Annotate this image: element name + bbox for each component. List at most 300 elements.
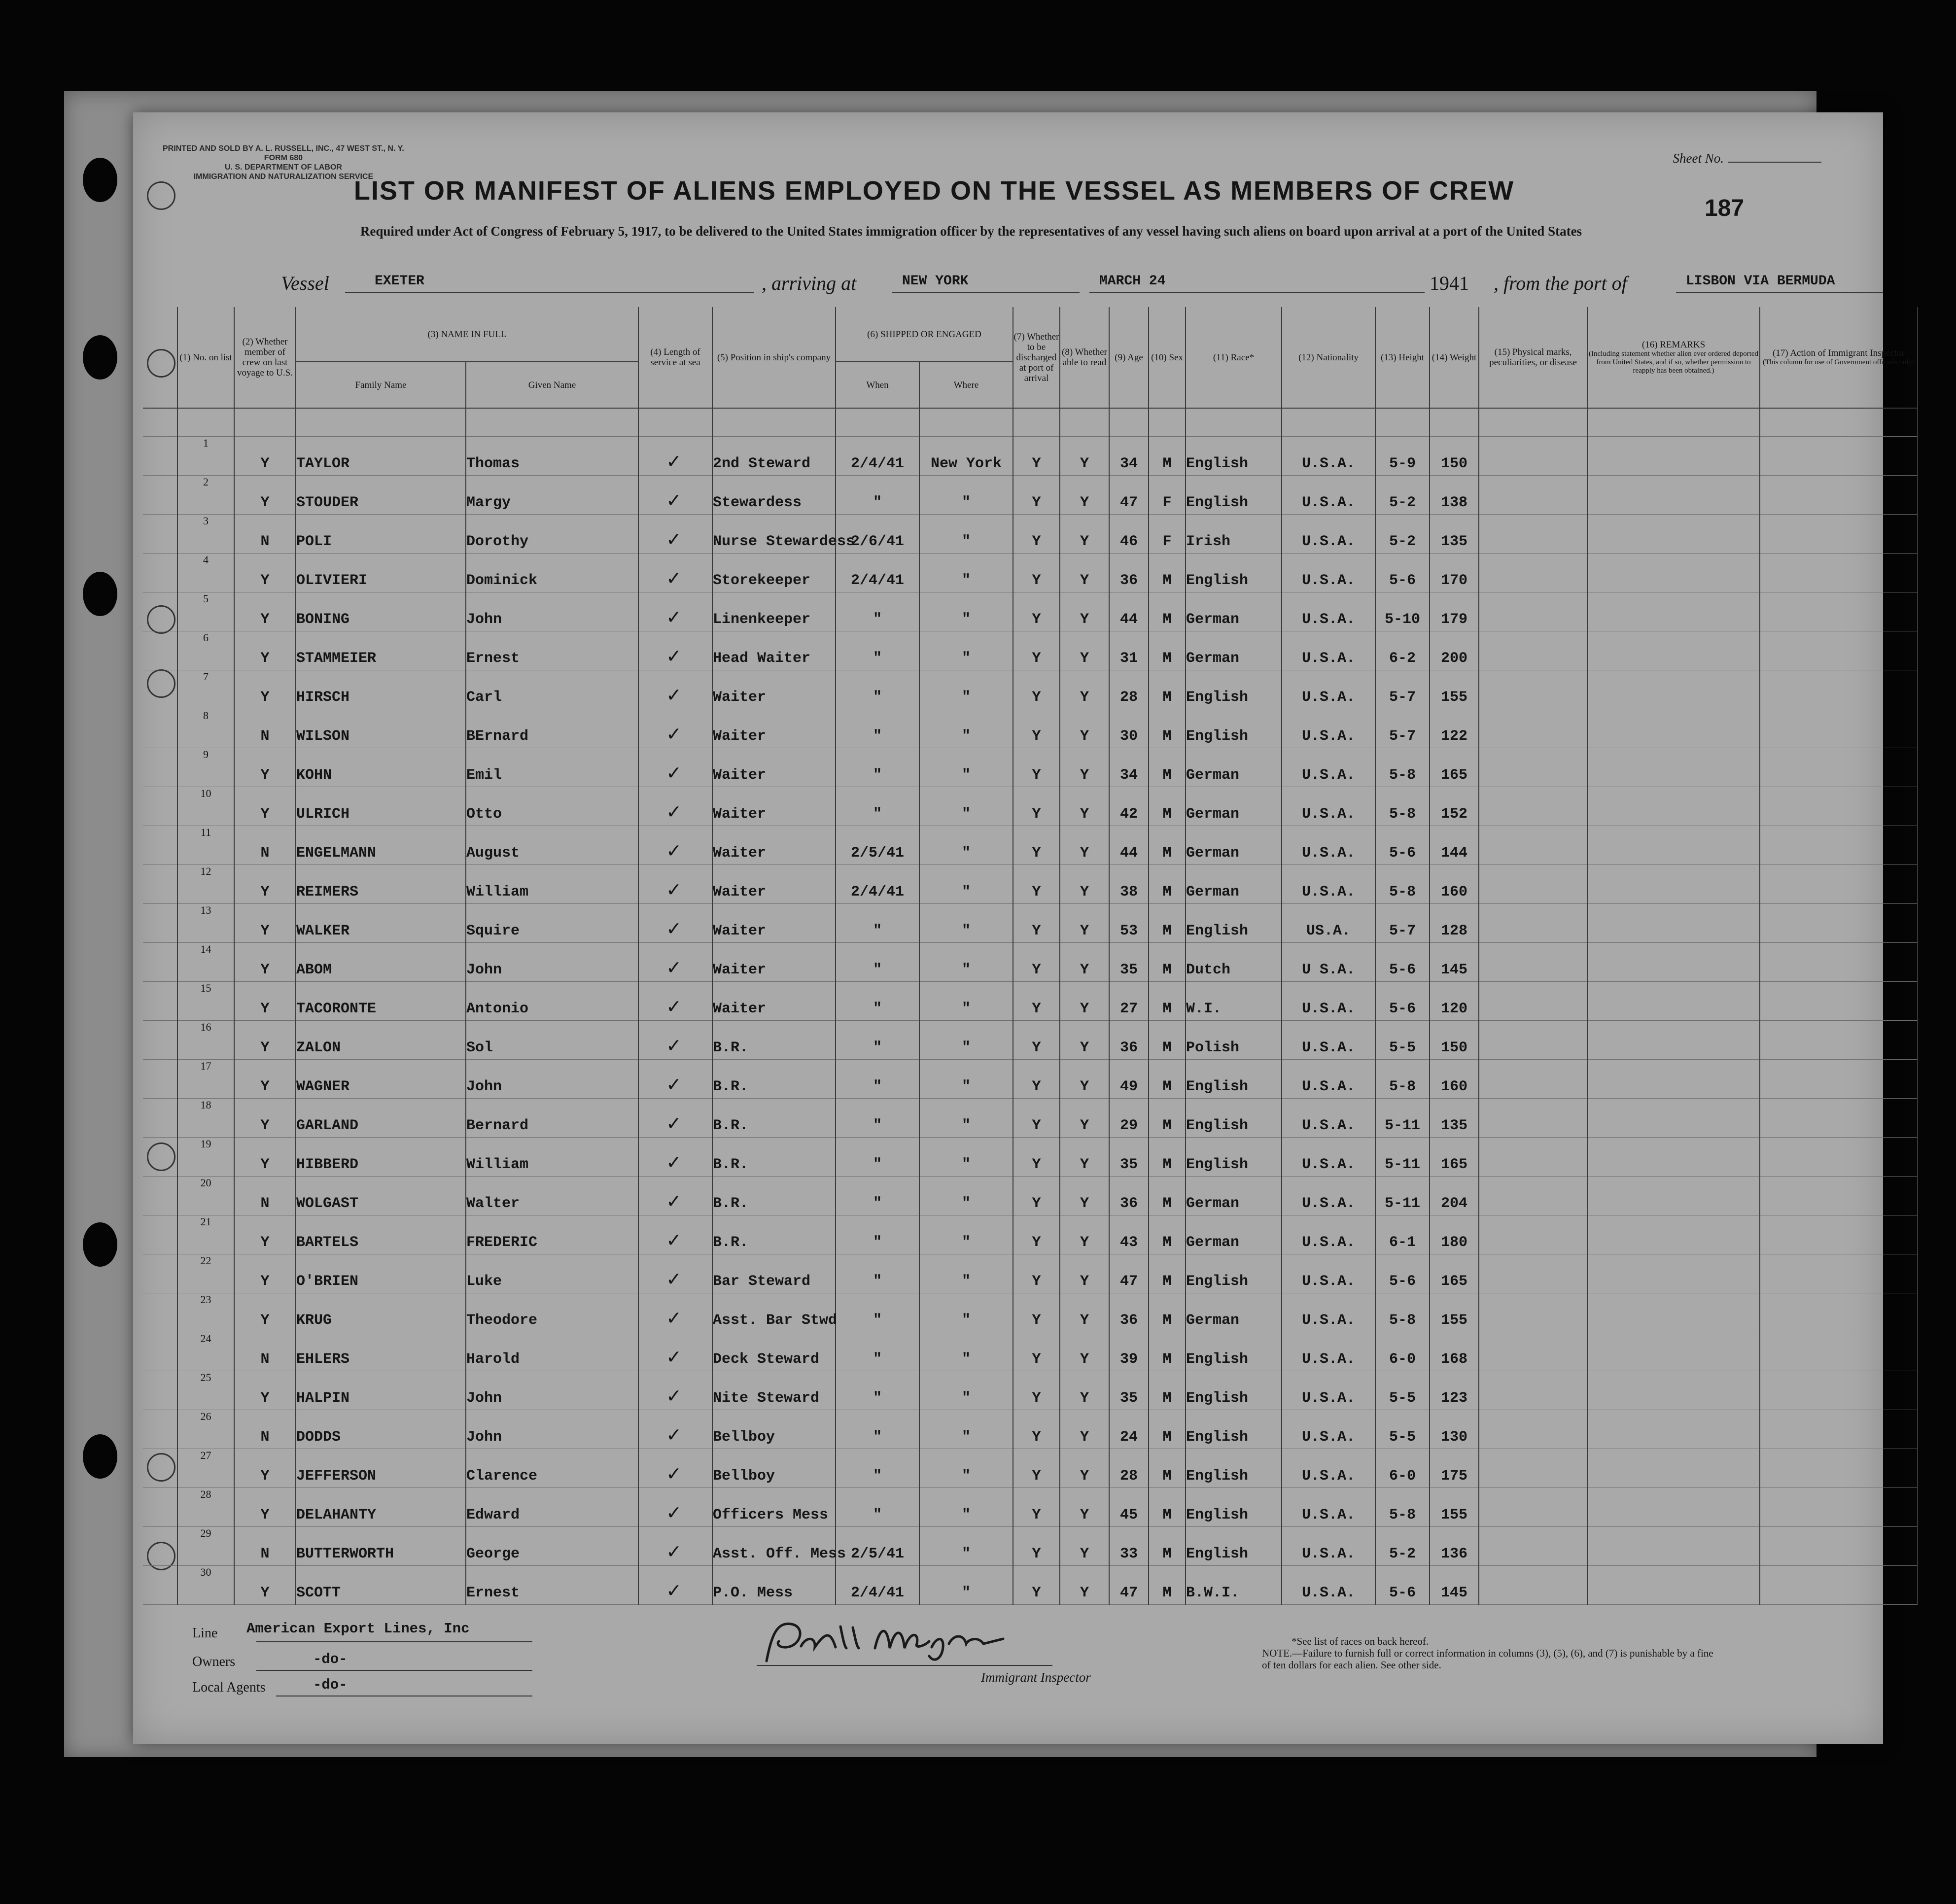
service-check-cell xyxy=(638,1410,712,1449)
table-row xyxy=(143,1099,1918,1138)
discharged-cell: Y xyxy=(1013,1527,1060,1566)
physical-marks-cell xyxy=(1479,865,1587,904)
race-cell: English xyxy=(1186,904,1282,943)
table-row xyxy=(143,1060,1918,1099)
given-name-cell: Edward xyxy=(466,1488,638,1527)
family-name-cell: WOLGAST xyxy=(296,1177,466,1215)
table-row xyxy=(143,1215,1918,1254)
physical-marks-cell xyxy=(1479,709,1587,748)
margin-cell xyxy=(143,1099,177,1138)
weight-cell: 120 xyxy=(1430,982,1479,1021)
weight-cell: 200 xyxy=(1430,631,1479,670)
line-label: Line xyxy=(192,1626,218,1641)
position-cell: Waiter xyxy=(712,670,836,709)
document-subtitle: Required under Act of Congress of February 5, 1917, to be delivered to the United States immigration officer by the representatives of any vessel having such aliens on board upon arrival at a port of the United States xyxy=(360,224,1582,239)
given-name-cell: Harold xyxy=(466,1332,638,1371)
shipped-where-cell: " xyxy=(919,1021,1013,1060)
shipped-when-cell: " xyxy=(836,1293,919,1332)
physical-marks-cell xyxy=(1479,476,1587,515)
col-position: (5) Position in ship's company xyxy=(712,307,836,408)
discharged-cell: Y xyxy=(1013,1371,1060,1410)
remarks-heading: (16) REMARKS xyxy=(1642,340,1706,350)
family-name-cell: BARTELS xyxy=(296,1215,466,1254)
race-cell: English xyxy=(1186,1410,1282,1449)
position-cell: B.R. xyxy=(712,1177,836,1215)
able-to-read-cell: Y xyxy=(1060,515,1109,554)
table-row xyxy=(143,1566,1918,1605)
discharged-cell: Y xyxy=(1013,1060,1060,1099)
physical-marks-cell xyxy=(1479,1527,1587,1566)
race-cell: German xyxy=(1186,865,1282,904)
last-voyage-cell: Y xyxy=(234,1449,296,1488)
shipped-when-cell: " xyxy=(836,1021,919,1060)
last-voyage-cell: Y xyxy=(234,554,296,592)
race-cell: German xyxy=(1186,631,1282,670)
sex-cell: M xyxy=(1149,1371,1186,1410)
table-row xyxy=(143,670,1918,709)
shipped-where-cell: " xyxy=(919,709,1013,748)
service-check-cell xyxy=(638,1566,712,1605)
inspector-action-cell xyxy=(1760,943,1918,982)
given-name-cell: Theodore xyxy=(466,1293,638,1332)
physical-marks-cell xyxy=(1479,670,1587,709)
physical-marks-cell xyxy=(1479,1410,1587,1449)
discharged-cell: Y xyxy=(1013,826,1060,865)
shipped-where-cell: " xyxy=(919,1138,1013,1177)
position-cell: Linenkeeper xyxy=(712,592,836,631)
list-number-cell: 25 xyxy=(177,1371,234,1410)
given-name-cell: John xyxy=(466,592,638,631)
family-name-cell: HALPIN xyxy=(296,1371,466,1410)
last-voyage-cell: Y xyxy=(234,865,296,904)
able-to-read-cell: Y xyxy=(1060,1488,1109,1527)
sex-cell: M xyxy=(1149,1449,1186,1488)
given-name-cell: Bernard xyxy=(466,1099,638,1138)
nationality-cell: U.S.A. xyxy=(1282,437,1375,476)
inspector-action-cell xyxy=(1760,709,1918,748)
discharged-cell: Y xyxy=(1013,437,1060,476)
sex-cell: M xyxy=(1149,1177,1186,1215)
inspector-action-cell xyxy=(1760,1138,1918,1177)
inspector-action-cell xyxy=(1760,1566,1918,1605)
able-to-read-cell: Y xyxy=(1060,1332,1109,1371)
checkmark-icon: ✓ xyxy=(666,957,682,978)
binder-hole xyxy=(83,1434,117,1479)
race-cell: German xyxy=(1186,592,1282,631)
race-cell: German xyxy=(1186,1177,1282,1215)
list-number-cell: 10 xyxy=(177,787,234,826)
table-row xyxy=(143,515,1918,554)
shipped-when-cell: " xyxy=(836,1488,919,1527)
position-cell: Deck Steward xyxy=(712,1332,836,1371)
list-number-cell: 1 xyxy=(177,437,234,476)
margin-cell xyxy=(143,554,177,592)
last-voyage-cell: Y xyxy=(234,1060,296,1099)
given-name-cell: Antonio xyxy=(466,982,638,1021)
discharged-cell: Y xyxy=(1013,554,1060,592)
height-cell: 5-11 xyxy=(1375,1177,1430,1215)
weight-cell: 155 xyxy=(1430,1488,1479,1527)
nationality-cell: U.S.A. xyxy=(1282,1410,1375,1449)
sex-cell: M xyxy=(1149,982,1186,1021)
weight-cell: 122 xyxy=(1430,709,1479,748)
family-name-cell: DODDS xyxy=(296,1410,466,1449)
last-voyage-cell: N xyxy=(234,709,296,748)
weight-cell: 155 xyxy=(1430,1293,1479,1332)
page-number: 187 xyxy=(1705,195,1745,221)
margin-cell xyxy=(143,748,177,787)
weight-cell: 152 xyxy=(1430,787,1479,826)
given-name-cell: Ernest xyxy=(466,1566,638,1605)
list-number-cell: 11 xyxy=(177,826,234,865)
inspector-action-cell xyxy=(1760,592,1918,631)
signature-text: Paul Meyer xyxy=(759,1668,762,1669)
weight-cell: 150 xyxy=(1430,437,1479,476)
discharged-cell: Y xyxy=(1013,1215,1060,1254)
age-cell: 31 xyxy=(1109,631,1149,670)
shipped-where-cell: " xyxy=(919,1410,1013,1449)
shipped-when-cell: " xyxy=(836,943,919,982)
remarks-cell xyxy=(1587,865,1760,904)
discharged-cell: Y xyxy=(1013,748,1060,787)
height-cell: 5-7 xyxy=(1375,709,1430,748)
col-list-number: (1) No. on list xyxy=(177,307,234,408)
last-voyage-cell: Y xyxy=(234,904,296,943)
table-row xyxy=(143,1254,1918,1293)
shipped-when-cell: " xyxy=(836,787,919,826)
table-row xyxy=(143,1449,1918,1488)
binder-hole xyxy=(83,335,117,380)
weight-cell: 180 xyxy=(1430,1215,1479,1254)
height-cell: 5-6 xyxy=(1375,943,1430,982)
age-cell: 35 xyxy=(1109,943,1149,982)
last-voyage-cell: N xyxy=(234,1527,296,1566)
list-number-cell: 24 xyxy=(177,1332,234,1371)
physical-marks-cell xyxy=(1479,943,1587,982)
position-cell: Asst. Bar Stwd xyxy=(712,1293,836,1332)
able-to-read-cell: Y xyxy=(1060,1021,1109,1060)
able-to-read-cell: Y xyxy=(1060,1527,1109,1566)
shipped-where-cell: New York xyxy=(919,437,1013,476)
race-cell: English xyxy=(1186,709,1282,748)
table-row xyxy=(143,787,1918,826)
vessel-info xyxy=(281,267,1883,296)
physical-marks-cell xyxy=(1479,1138,1587,1177)
family-name-cell: OLIVIERI xyxy=(296,554,466,592)
col-service-length: (4) Length of service at sea xyxy=(638,307,712,408)
given-name-cell: Dominick xyxy=(466,554,638,592)
race-cell: English xyxy=(1186,476,1282,515)
table-row xyxy=(143,631,1918,670)
col-family-name: Family Name xyxy=(296,362,466,408)
shipped-when-cell: " xyxy=(836,1410,919,1449)
physical-marks-cell xyxy=(1479,437,1587,476)
sex-cell: M xyxy=(1149,904,1186,943)
margin-cell xyxy=(143,1021,177,1060)
age-cell: 29 xyxy=(1109,1099,1149,1138)
age-cell: 24 xyxy=(1109,1410,1149,1449)
remarks-cell xyxy=(1587,670,1760,709)
family-name-cell: STOUDER xyxy=(296,476,466,515)
given-name-cell: Clarence xyxy=(466,1449,638,1488)
weight-cell: 160 xyxy=(1430,865,1479,904)
arriving-port: NEW YORK xyxy=(902,274,969,289)
height-cell: 5-6 xyxy=(1375,554,1430,592)
position-cell: B.R. xyxy=(712,1099,836,1138)
last-voyage-cell: Y xyxy=(234,1254,296,1293)
physical-marks-cell xyxy=(1479,1293,1587,1332)
margin-cell xyxy=(143,670,177,709)
shipped-where-cell: " xyxy=(919,515,1013,554)
race-cell: B.W.I. xyxy=(1186,1566,1282,1605)
nationality-cell: U.S.A. xyxy=(1282,1021,1375,1060)
weight-cell: 145 xyxy=(1430,943,1479,982)
race-cell: Polish xyxy=(1186,1021,1282,1060)
last-voyage-cell: Y xyxy=(234,1566,296,1605)
remarks-cell xyxy=(1587,515,1760,554)
able-to-read-cell: Y xyxy=(1060,1099,1109,1138)
weight-cell: 204 xyxy=(1430,1177,1479,1215)
list-number-cell: 8 xyxy=(177,709,234,748)
service-check-cell xyxy=(638,670,712,709)
shipped-where-cell: " xyxy=(919,1527,1013,1566)
margin-cell xyxy=(143,1449,177,1488)
weight-cell: 165 xyxy=(1430,1254,1479,1293)
margin-cell xyxy=(143,1488,177,1527)
crew-rows xyxy=(143,408,1918,1605)
local-agents-value: -do- xyxy=(313,1677,348,1693)
height-cell: 5-5 xyxy=(1375,1371,1430,1410)
inspector-signature xyxy=(757,1617,1033,1671)
shipped-when-cell: " xyxy=(836,1177,919,1215)
service-check-cell xyxy=(638,1177,712,1215)
age-cell: 34 xyxy=(1109,748,1149,787)
nationality-cell: U.S.A. xyxy=(1282,670,1375,709)
race-cell: English xyxy=(1186,1449,1282,1488)
family-name-cell: TAYLOR xyxy=(296,437,466,476)
physical-marks-cell xyxy=(1479,1021,1587,1060)
remarks-cell xyxy=(1587,631,1760,670)
discharged-cell: Y xyxy=(1013,1099,1060,1138)
table-row xyxy=(143,1488,1918,1527)
shipped-where-cell: " xyxy=(919,787,1013,826)
margin-cell xyxy=(143,631,177,670)
position-cell: Waiter xyxy=(712,787,836,826)
position-cell: Bar Steward xyxy=(712,1254,836,1293)
remarks-cell xyxy=(1587,1099,1760,1138)
family-name-cell: SCOTT xyxy=(296,1566,466,1605)
last-voyage-cell: N xyxy=(234,1410,296,1449)
discharged-cell: Y xyxy=(1013,631,1060,670)
last-voyage-cell: Y xyxy=(234,631,296,670)
shipped-when-cell: " xyxy=(836,1332,919,1371)
sex-cell: M xyxy=(1149,1021,1186,1060)
sex-cell: M xyxy=(1149,787,1186,826)
position-cell: Waiter xyxy=(712,709,836,748)
service-check-cell xyxy=(638,554,712,592)
given-name-cell: Margy xyxy=(466,476,638,515)
given-name-cell: Luke xyxy=(466,1254,638,1293)
checkmark-icon: ✓ xyxy=(666,1112,682,1134)
sex-cell: M xyxy=(1149,1527,1186,1566)
shipped-when-cell: 2/4/41 xyxy=(836,1566,919,1605)
checkmark-icon: ✓ xyxy=(666,489,682,511)
family-name-cell: KOHN xyxy=(296,748,466,787)
inspector-action-cell xyxy=(1760,826,1918,865)
position-cell: Head Waiter xyxy=(712,631,836,670)
checkmark-icon: ✓ xyxy=(666,801,682,823)
position-cell: Waiter xyxy=(712,865,836,904)
sex-cell: M xyxy=(1149,748,1186,787)
line-value: American Export Lines, Inc xyxy=(246,1621,470,1637)
checkmark-icon: ✓ xyxy=(666,1035,682,1056)
remarks-cell xyxy=(1587,1138,1760,1177)
col-shipped-engaged: (6) SHIPPED OR ENGAGED xyxy=(836,307,1013,362)
weight-cell: 144 xyxy=(1430,826,1479,865)
able-to-read-cell: Y xyxy=(1060,709,1109,748)
height-cell: 5-11 xyxy=(1375,1099,1430,1138)
physical-marks-cell xyxy=(1479,515,1587,554)
remarks-cell xyxy=(1587,1566,1760,1605)
weight-cell: 170 xyxy=(1430,554,1479,592)
margin-cell xyxy=(143,515,177,554)
last-voyage-cell: Y xyxy=(234,1138,296,1177)
table-row xyxy=(143,1293,1918,1332)
sheet-number-field xyxy=(1673,151,1821,166)
height-cell: 5-7 xyxy=(1375,904,1430,943)
weight-cell: 145 xyxy=(1430,1566,1479,1605)
remarks-cell xyxy=(1587,1488,1760,1527)
service-check-cell xyxy=(638,592,712,631)
able-to-read-cell: Y xyxy=(1060,592,1109,631)
nationality-cell: U.S.A. xyxy=(1282,1527,1375,1566)
weight-cell: 136 xyxy=(1430,1527,1479,1566)
shipped-where-cell: " xyxy=(919,1099,1013,1138)
position-cell: B.R. xyxy=(712,1060,836,1099)
height-cell: 5-10 xyxy=(1375,592,1430,631)
shipped-when-cell: " xyxy=(836,982,919,1021)
height-cell: 5-5 xyxy=(1375,1021,1430,1060)
col-sex: (10) Sex xyxy=(1149,307,1186,408)
nationality-cell: U.S.A. xyxy=(1282,1488,1375,1527)
crew-table-wrap xyxy=(143,307,1915,1603)
sex-cell: F xyxy=(1149,476,1186,515)
race-cell: German xyxy=(1186,748,1282,787)
margin-column xyxy=(143,307,177,408)
age-cell: 47 xyxy=(1109,476,1149,515)
position-cell: B.R. xyxy=(712,1021,836,1060)
weight-cell: 175 xyxy=(1430,1449,1479,1488)
race-cell: English xyxy=(1186,1099,1282,1138)
position-cell: Nite Steward xyxy=(712,1371,836,1410)
discharged-cell: Y xyxy=(1013,1177,1060,1215)
checkmark-icon: ✓ xyxy=(666,918,682,939)
position-cell: Waiter xyxy=(712,748,836,787)
col-age: (9) Age xyxy=(1109,307,1149,408)
col-remarks xyxy=(1587,307,1760,408)
col-when: When xyxy=(836,362,919,408)
footer-notes xyxy=(1262,1635,1715,1671)
checkmark-icon: ✓ xyxy=(666,1502,682,1523)
discharged-cell: Y xyxy=(1013,1566,1060,1605)
age-cell: 35 xyxy=(1109,1138,1149,1177)
sex-cell: M xyxy=(1149,865,1186,904)
age-cell: 47 xyxy=(1109,1254,1149,1293)
service-check-cell xyxy=(638,904,712,943)
checkmark-icon: ✓ xyxy=(666,1424,682,1446)
sheet-number-label: Sheet No. xyxy=(1673,151,1724,166)
discharged-cell: Y xyxy=(1013,865,1060,904)
shipped-where-cell: " xyxy=(919,943,1013,982)
family-name-cell: O'BRIEN xyxy=(296,1254,466,1293)
family-name-cell: ABOM xyxy=(296,943,466,982)
able-to-read-cell: Y xyxy=(1060,943,1109,982)
shipped-where-cell: " xyxy=(919,592,1013,631)
age-cell: 27 xyxy=(1109,982,1149,1021)
checkmark-icon: ✓ xyxy=(666,762,682,784)
physical-marks-cell xyxy=(1479,904,1587,943)
arrival-date: MARCH 24 xyxy=(1099,274,1166,289)
height-cell: 5-5 xyxy=(1375,1410,1430,1449)
shipped-where-cell: " xyxy=(919,1566,1013,1605)
checkmark-icon: ✓ xyxy=(666,1463,682,1485)
col-able-to-read: (8) Whether able to read xyxy=(1060,307,1109,408)
list-number-cell: 13 xyxy=(177,904,234,943)
col-name-in-full: (3) NAME IN FULL xyxy=(296,307,638,362)
table-row xyxy=(143,826,1918,865)
height-cell: 5-8 xyxy=(1375,1293,1430,1332)
given-name-cell: John xyxy=(466,1371,638,1410)
sex-cell: M xyxy=(1149,592,1186,631)
vessel-name: EXETER xyxy=(375,274,424,289)
list-number-cell: 21 xyxy=(177,1215,234,1254)
crew-table xyxy=(143,307,1918,1605)
list-number-cell: 23 xyxy=(177,1293,234,1332)
service-check-cell xyxy=(638,1021,712,1060)
able-to-read-cell: Y xyxy=(1060,748,1109,787)
family-name-cell: STAMMEIER xyxy=(296,631,466,670)
service-check-cell xyxy=(638,476,712,515)
checkmark-icon: ✓ xyxy=(666,1073,682,1095)
height-cell: 5-2 xyxy=(1375,476,1430,515)
shipped-where-cell: " xyxy=(919,670,1013,709)
physical-marks-cell xyxy=(1479,554,1587,592)
height-cell: 5-8 xyxy=(1375,865,1430,904)
inspector-action-cell xyxy=(1760,1527,1918,1566)
inspector-action-cell xyxy=(1760,748,1918,787)
table-row xyxy=(143,437,1918,476)
weight-cell: 160 xyxy=(1430,1060,1479,1099)
height-cell: 5-11 xyxy=(1375,1138,1430,1177)
position-cell: Asst. Off. Mess xyxy=(712,1527,836,1566)
given-name-cell: Carl xyxy=(466,670,638,709)
remarks-cell xyxy=(1587,1371,1760,1410)
race-cell: Irish xyxy=(1186,515,1282,554)
inspector-action-cell xyxy=(1760,1488,1918,1527)
physical-marks-cell xyxy=(1479,1254,1587,1293)
margin-cell xyxy=(143,592,177,631)
checkmark-icon: ✓ xyxy=(666,879,682,900)
weight-cell: 165 xyxy=(1430,1138,1479,1177)
immigrant-inspector-label: Immigrant Inspector xyxy=(981,1670,1091,1685)
shipped-when-cell: " xyxy=(836,1138,919,1177)
inspector-action-cell xyxy=(1760,1177,1918,1215)
service-check-cell xyxy=(638,748,712,787)
service-check-cell xyxy=(638,1293,712,1332)
height-cell: 5-2 xyxy=(1375,1527,1430,1566)
inspector-action-cell xyxy=(1760,1215,1918,1254)
margin-cell xyxy=(143,1177,177,1215)
